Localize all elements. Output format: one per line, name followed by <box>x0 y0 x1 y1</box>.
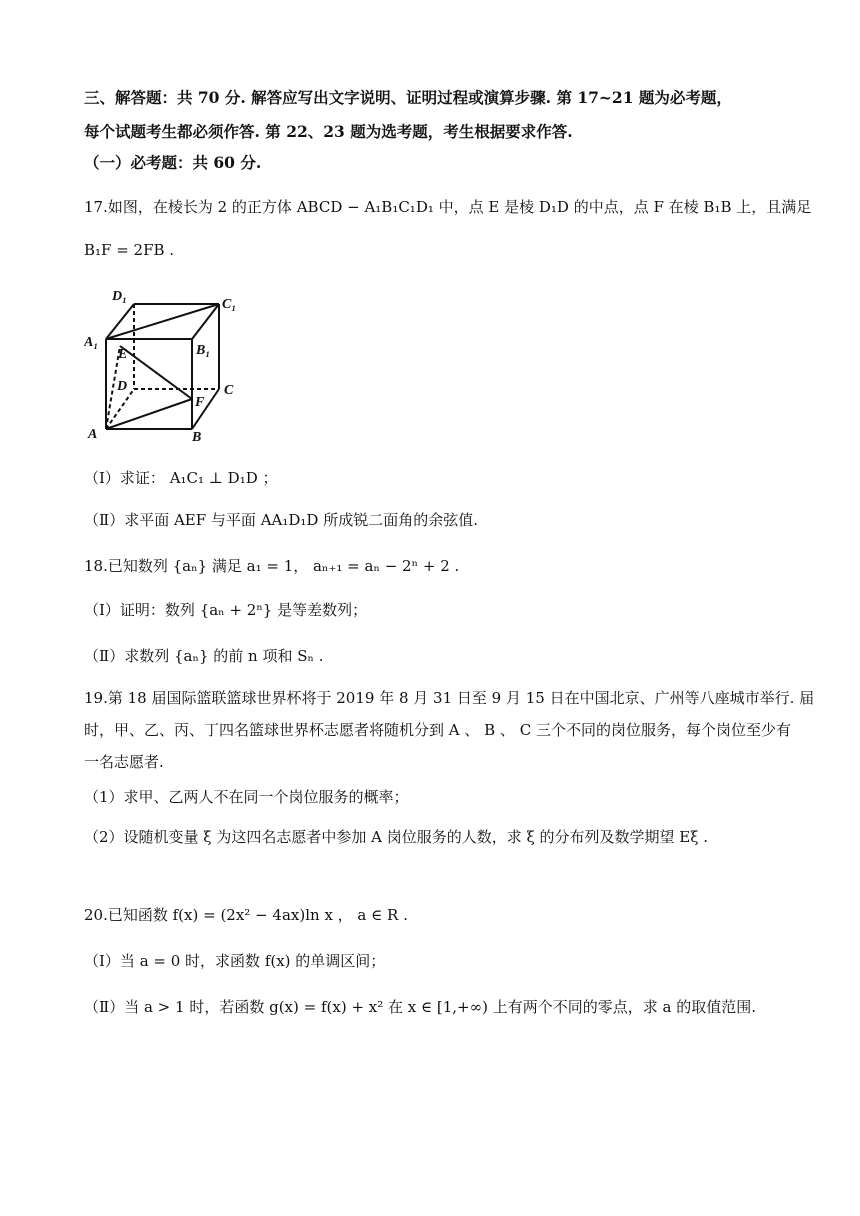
section-header-line-2: 每个试题考生都必须作答. 第 22、23 题为选考题，考生根据要求作答. <box>84 122 573 141</box>
q18-part-1: （Ⅰ）证明：数列 {aₙ + 2ⁿ} 是等差数列； <box>84 601 368 619</box>
q19-part-1: （1）求甲、乙两人不在同一个岗位服务的概率； <box>84 788 409 806</box>
q20-line-1: 20.已知函数 f(x) = (2x² − 4ax)ln x ， a ∈ R . <box>84 906 408 924</box>
label-C: C <box>224 383 234 398</box>
q19-part-2: （2）设随机变量 ξ 为这四名志愿者中参加 A 岗位服务的人数，求 ξ 的分布列及数学期望 Eξ . <box>84 828 709 846</box>
label-A1: A₁ <box>84 335 99 350</box>
q19-line-3: 一名志愿者. <box>84 753 164 771</box>
q18-line-1: 18.已知数列 {aₙ} 满足 a₁ = 1， aₙ₊₁ = aₙ − 2ⁿ + 2 . <box>84 557 460 575</box>
section-header-line-1: 三、解答题：共 70 分. 解答应写出文字说明、证明过程或演算步骤. 第 17~21 题为必考题， <box>84 88 732 107</box>
sub-header: （一）必考题：共 60 分. <box>84 153 262 172</box>
q17-line-2: B₁F = 2FB . <box>84 241 175 259</box>
label-D1: D₁ <box>112 289 127 304</box>
label-D: D <box>117 379 128 394</box>
q19-line-2: 时，甲、乙、丙、丁四名篮球世界杯志愿者将随机分到 A 、 B 、 C 三个不同的岗位服务，每个岗位至少有 <box>84 721 791 739</box>
q20-part-2: （Ⅱ）当 a > 1 时，若函数 g(x) = f(x) + x² 在 x ∈ [1,+∞) 上有两个不同的零点，求 a 的取值范围. <box>84 998 756 1016</box>
cube-figure <box>84 284 254 444</box>
label-C1: C₁ <box>222 297 237 312</box>
label-B: B <box>192 430 202 444</box>
q17-part-1: （Ⅰ）求证： A₁C₁ ⊥ D₁D ； <box>84 469 278 487</box>
label-F: F <box>195 395 205 410</box>
q17-part-2: （Ⅱ）求平面 AEF 与平面 AA₁D₁D 所成锐二面角的余弦值. <box>84 511 478 529</box>
label-E: E <box>118 347 128 362</box>
label-A: A <box>88 427 98 442</box>
q19-line-1: 19.第 18 届国际篮联篮球世界杯将于 2019 年 8 月 31 日至 9 月 15 日在中国北京、广州等八座城市举行. 届 <box>84 689 815 707</box>
label-B1: B₁ <box>196 343 211 358</box>
q20-part-1: （Ⅰ）当 a = 0 时，求函数 f(x) 的单调区间； <box>84 952 386 970</box>
q17-line-1: 17.如图，在棱长为 2 的正方体 ABCD − A₁B₁C₁D₁ 中，点 E 是棱 D₁D 的中点，点 F 在棱 B₁B 上，且满足 <box>84 198 812 216</box>
q18-part-2: （Ⅱ）求数列 {aₙ} 的前 n 项和 Sₙ . <box>84 647 324 665</box>
